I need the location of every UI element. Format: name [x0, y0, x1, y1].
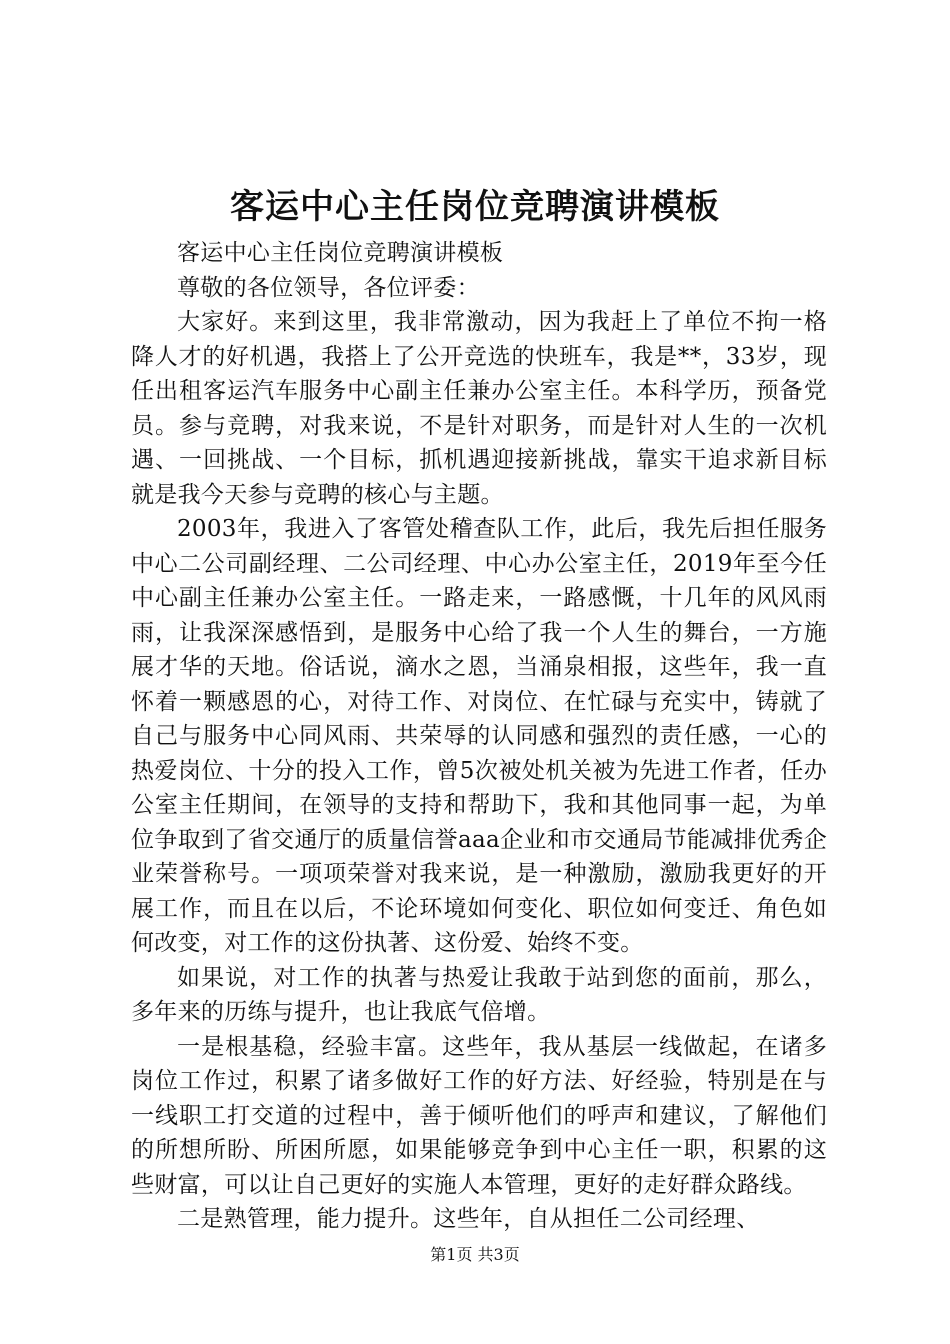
page-footer: 第1页 共3页: [430, 1245, 520, 1264]
document-body: [131, 236, 827, 1237]
paragraph-subtitle: 客运中心主任岗位竞聘演讲模板: [177, 240, 504, 266]
paragraph-introduction: 大家好。来到这里，我非常激动，因为我赶上了单位不拘一格降人才的好机遇，我搭上了公开竞选的快班车，我是**，33岁，现任出租客运汽车服务中心副主任兼办公室主任。本科学历，预备党员。参与竞聘，对我来说，不是针对职务，而是针对人生的一次机遇、一回挑战、一个目标，抓机遇迎接新挑战，靠实干追求新目标就是我今天参与竞聘的核心与主题。: [131, 309, 827, 508]
document-title: 客运中心主任岗位竞聘演讲模板: [230, 187, 720, 227]
paragraph-point-one: 一是根基稳，经验丰富。这些年，我从基层一线做起，在诸多岗位工作过，积累了诸多做好工作的好方法、好经验，特别是在与一线职工打交道的过程中，善于倾听他们的呼声和建议，了解他们的所想所盼、所困所愿，如果能够竞争到中心主任一职，积累的这些财富，可以让自己更好的实施人本管理，更好的走好群众路线。: [131, 1033, 827, 1198]
paragraph-point-two: 二是熟管理，能力提升。这些年，自从担任二公司经理、: [177, 1206, 760, 1232]
paragraph-salutation: 尊敬的各位领导，各位评委：: [177, 274, 480, 301]
paragraph-transition: 如果说，对工作的执著与热爱让我敢于站到您的面前，那么，多年来的历练与提升，也让我底气倍增。: [131, 964, 827, 1025]
paragraph-work-history: 2003年，我进入了客管处稽查队工作，此后，我先后担任服务中心二公司副经理、二公司经理、中心办公室主任，2019年至今任中心副主任兼办公室主任。一路走来，一路感慨，十几年的风风雨雨，让我深深感悟到，是服务中心给了我一个人生的舞台，一方施展才华的天地。俗话说，滴水之恩，当涌泉相报，这些年，我一直怀着一颗感恩的心，对待工作、对岗位、在忙碌与充实中，铸就了自己与服务中心同风雨、共荣辱的认同感和强烈的责任感，一心的热爱岗位、十分的投入工作，曾5次被处机关被为先进工作者，任办公室主任期间，在领导的支持和帮助下，我和其他同事一起，为单位争取到了省交通厅的质量信誉aaa企业和市交通局节能减排优秀企业荣誉称号。一项项荣誉对我来说，是一种激励，激励我更好的开展工作，而且在以后，不论环境如何变化、职位如何变迁、角色如何改变，对工作的这份执著、这份爱、始终不变。: [131, 516, 827, 956]
